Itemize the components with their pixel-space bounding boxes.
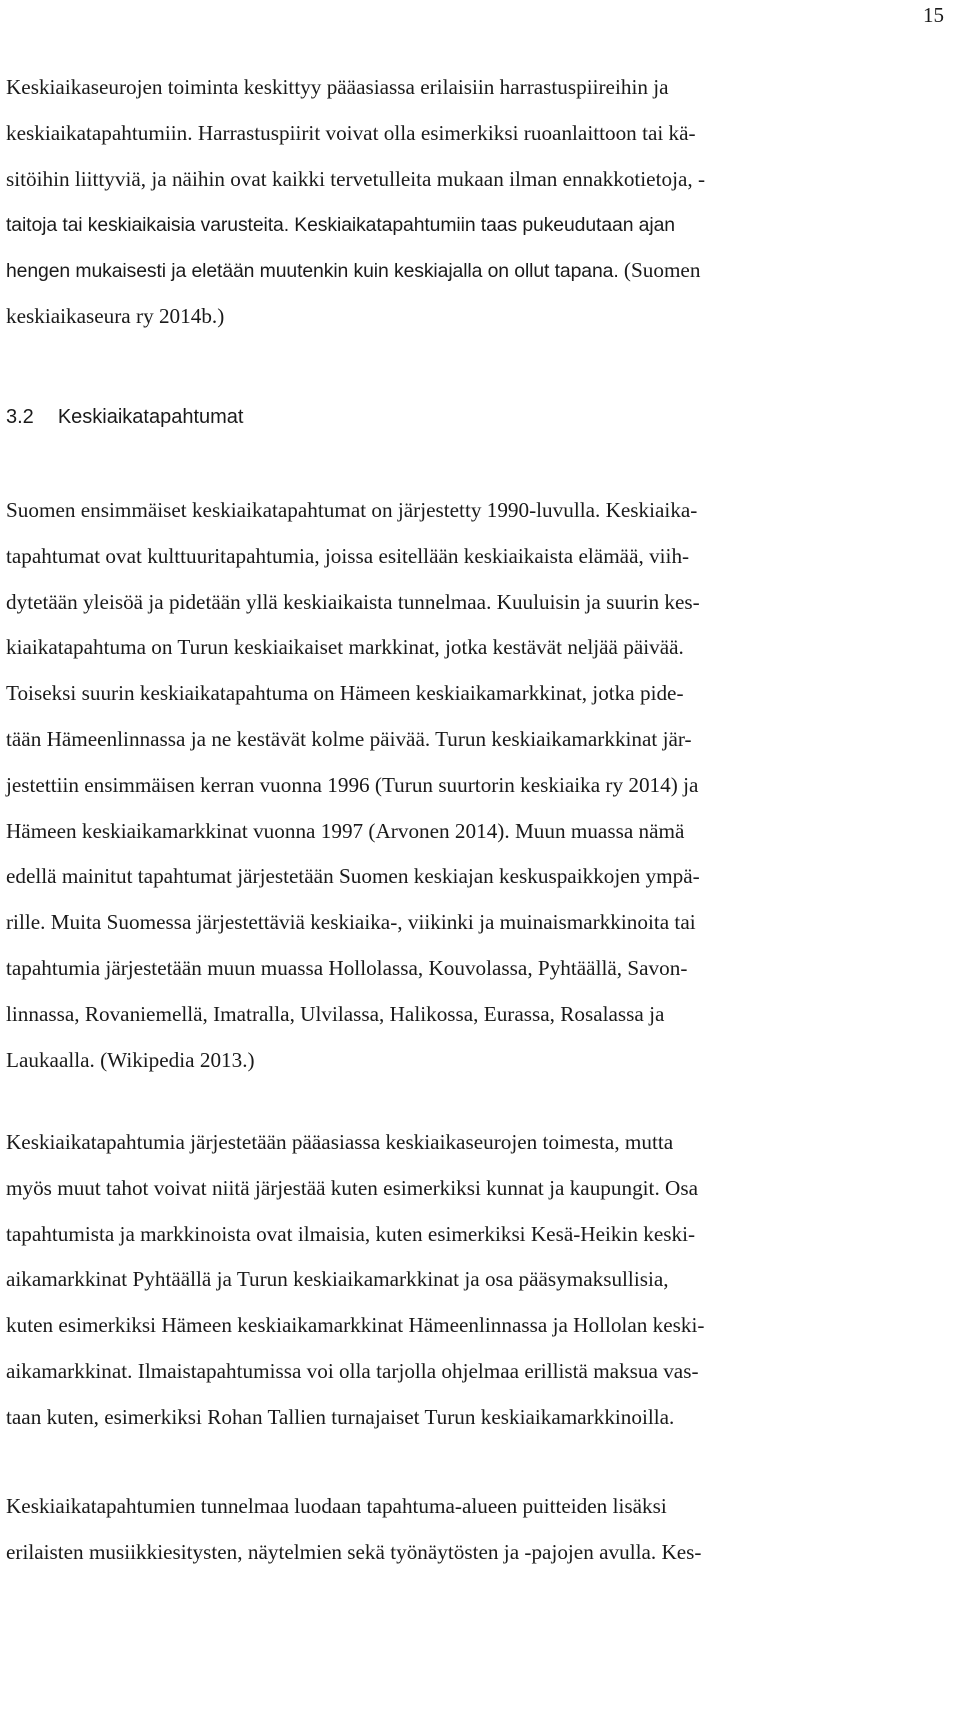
text-segment: Keskiaikaseurojen toiminta keskittyy pääasiassa erilaisiin harrastuspiireihin ja bbox=[6, 75, 669, 99]
section-heading bbox=[6, 404, 243, 430]
text-line bbox=[6, 1001, 664, 1027]
text-segment: keskiaikaseura ry 2014b.) bbox=[6, 304, 225, 328]
text-segment: tään Hämeenlinnassa ja ne kestävät kolme päivää. Turun keskiaikamarkkinat jär- bbox=[6, 727, 692, 751]
text-segment: tapahtumat ovat kulttuuritapahtumia, joissa esitellään keskiaikaista elämää, viih- bbox=[6, 543, 690, 568]
text-segment: kiaikatapahtuma on Turun keskiaikaiset markkinat, jotka kestävät neljää päivää. bbox=[6, 635, 684, 660]
text-line bbox=[6, 634, 684, 660]
text-segment: tapahtumia järjestetään muun muassa Hollolassa, Kouvolassa, Pyhtäällä, Savon- bbox=[6, 956, 688, 980]
text-line bbox=[6, 909, 696, 935]
text-line bbox=[6, 1358, 699, 1384]
text-line bbox=[6, 1312, 704, 1338]
text-line bbox=[6, 543, 689, 569]
text-line bbox=[6, 74, 669, 100]
text-segment: (Suomen bbox=[623, 258, 701, 283]
text-line bbox=[6, 1404, 674, 1430]
text-segment: sitöihin liittyviä, ja näihin ovat kaikki tervetulleita mukaan ilman ennakkotietoja, - bbox=[6, 166, 706, 191]
section-title: Keskiaikatapahtumat bbox=[57, 406, 244, 428]
text-segment: kuten esimerkiksi Hämeen keskiaikamarkkinat Hämeenlinnassa ja Hollolan keski- bbox=[6, 1313, 705, 1338]
text-line bbox=[6, 166, 705, 192]
text-segment: Keskiaikatapahtumia järjestetään pääasiassa keskiaikaseurojen toimesta, mutta bbox=[6, 1130, 674, 1154]
text-line bbox=[6, 955, 687, 981]
text-line bbox=[6, 772, 698, 798]
text-segment: erilaisten musiikkiesitysten, näytelmien sekä työnäytösten ja -pajojen avulla. Kes- bbox=[6, 1539, 702, 1564]
text-line bbox=[6, 1539, 701, 1565]
text-line bbox=[6, 1047, 255, 1073]
text-line bbox=[6, 303, 224, 329]
text-segment: Hämeen keskiaikamarkkinat vuonna 1997 (Arvonen 2014). Muun muassa nämä bbox=[6, 818, 685, 843]
text-segment: edellä mainitut tapahtumat järjestetään Suomen keskiajan keskuspaikkojen ympä- bbox=[6, 864, 700, 889]
text-line bbox=[6, 497, 697, 523]
text-line bbox=[6, 726, 692, 752]
text-line bbox=[6, 818, 684, 844]
section-number: 3.2 bbox=[6, 406, 34, 428]
text-segment: rille. Muita Suomessa järjestettäviä keskiaika-, viikinki ja muinaismarkkinoita tai bbox=[6, 910, 696, 935]
text-line bbox=[6, 257, 700, 284]
text-line bbox=[6, 1493, 667, 1519]
text-segment: Toiseksi suurin keskiaikatapahtuma on Hämeen keskiaikamarkkinat, jotka pide- bbox=[6, 681, 684, 706]
text-segment: Laukaalla. (Wikipedia 2013.) bbox=[6, 1047, 255, 1072]
text-line bbox=[6, 120, 696, 146]
text-line bbox=[6, 1221, 695, 1247]
text-segment: aikamarkkinat. Ilmaistapahtumissa voi olla tarjolla ohjelmaa erillistä maksua vas- bbox=[6, 1359, 699, 1383]
text-segment: Suomen ensimmäiset keskiaikatapahtumat on järjestetty 1990-luvulla. Keskiaika- bbox=[6, 498, 698, 522]
text-segment: tapahtumista ja markkinoista ovat ilmaisia, kuten esimerkiksi Kesä-Heikin keski- bbox=[6, 1221, 696, 1246]
text-segment: jestettiin ensimmäisen kerran vuonna 1996 (Turun suurtorin keskiaika ry 2014) ja bbox=[6, 772, 699, 797]
text-line bbox=[6, 211, 675, 238]
text-segment: keskiaikatapahtumiin. Harrastuspiirit voivat olla esimerkiksi ruoanlaittoon tai kä- bbox=[6, 120, 696, 145]
text-segment: Keskiaikatapahtumiin taas pukeudutaan ajan bbox=[294, 214, 675, 237]
text-line bbox=[6, 589, 700, 615]
text-line bbox=[6, 1129, 673, 1155]
text-segment: Keskiaikatapahtumien tunnelmaa luodaan tapahtuma-alueen puitteiden lisäksi bbox=[6, 1494, 667, 1518]
page-number: 15 bbox=[923, 3, 944, 27]
text-line bbox=[6, 1175, 698, 1201]
text-line bbox=[6, 680, 684, 706]
text-line bbox=[6, 863, 700, 889]
text-segment: dytetään yleisöä ja pidetään yllä keskiaikaista tunnelmaa. Kuuluisin ja suurin kes- bbox=[6, 589, 700, 614]
text-segment: hengen mukaisesti ja eletään muutenkin kuin keskiajalla on ollut tapana. bbox=[6, 260, 624, 283]
text-line bbox=[6, 1266, 669, 1292]
text-segment: taan kuten, esimerkiksi Rohan Tallien turnajaiset Turun keskiaikamarkkinoilla. bbox=[6, 1404, 675, 1429]
text-segment: taitoja tai keskiaikaisia varusteita. bbox=[6, 214, 295, 237]
text-segment: aikamarkkinat Pyhtäällä ja Turun keskiaikamarkkinat ja osa pääsymaksullisia, bbox=[6, 1267, 669, 1292]
text-segment: myös muut tahot voivat niitä järjestää kuten esimerkiksi kunnat ja kaupungit. Osa bbox=[6, 1175, 698, 1200]
text-segment: linnassa, Rovaniemellä, Imatralla, Ulvilassa, Halikossa, Eurassa, Rosalassa ja bbox=[6, 1001, 665, 1026]
